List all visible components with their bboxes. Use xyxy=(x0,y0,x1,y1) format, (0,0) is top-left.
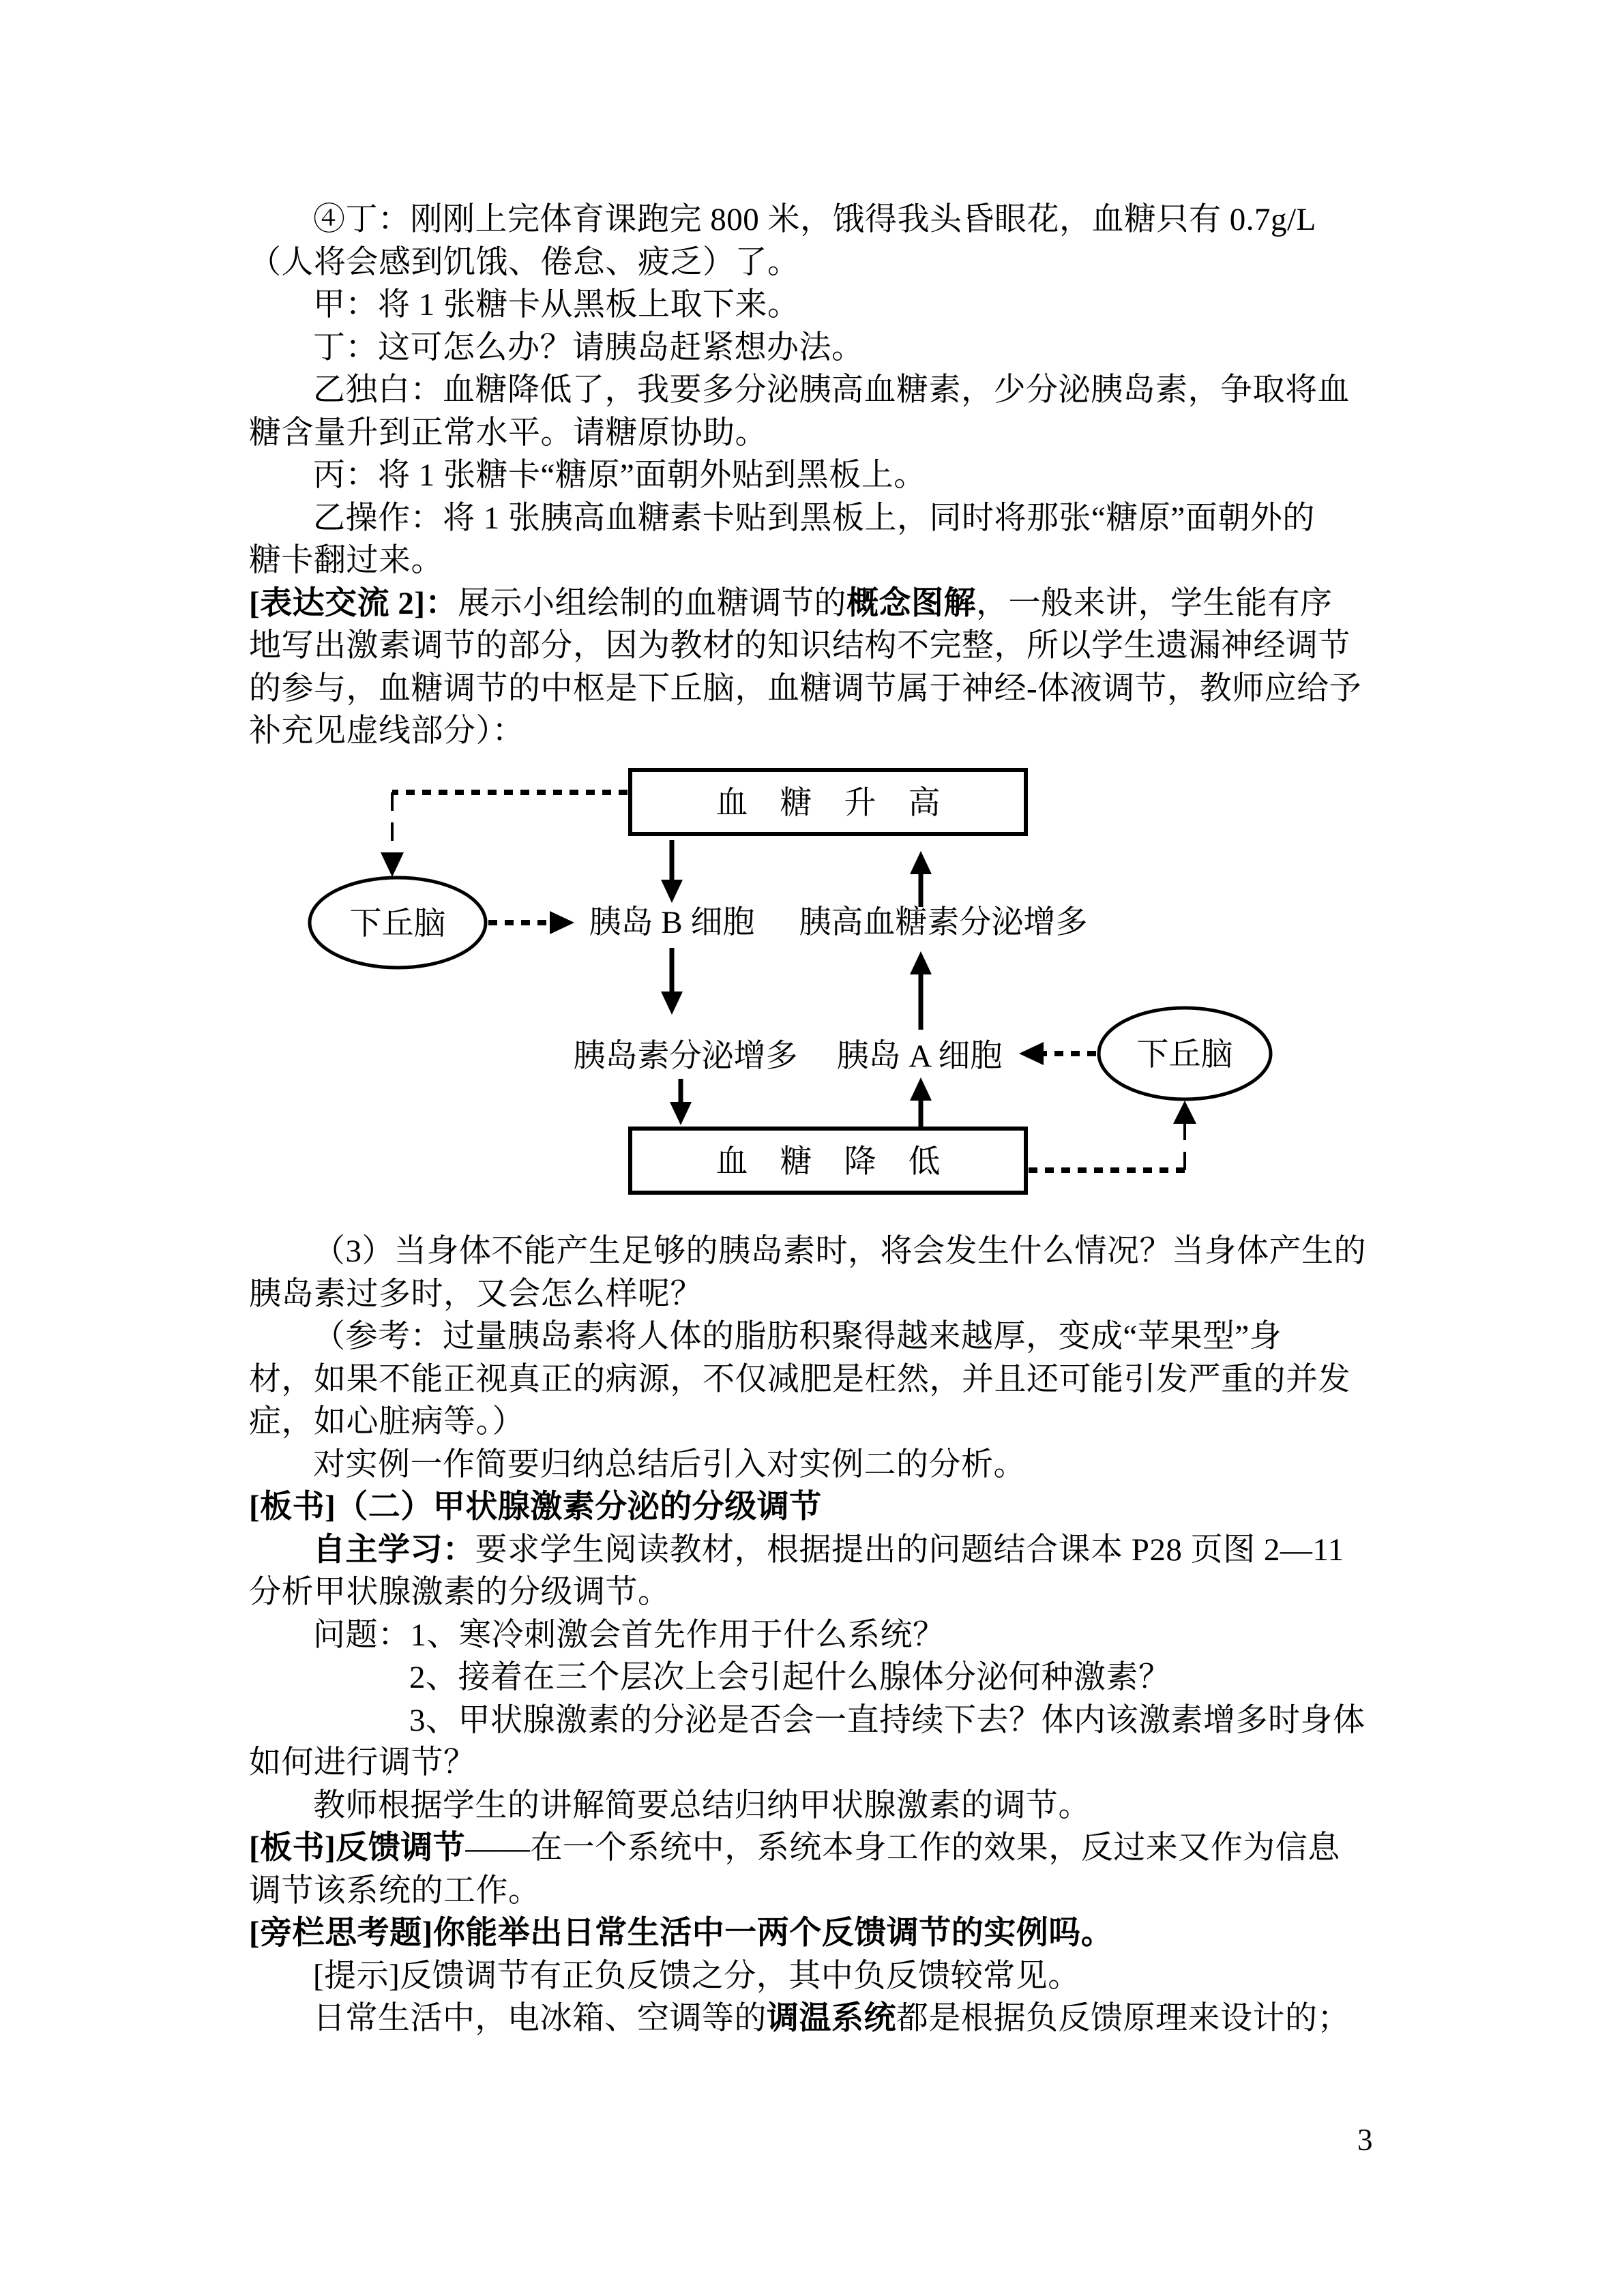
text-line xyxy=(249,412,1586,455)
text-segment: 问题：1、寒冷刺激会首先作用于什么系统？ xyxy=(313,1617,945,1653)
text-line xyxy=(249,454,1586,497)
paragraph-block-top xyxy=(249,198,1586,753)
text-segment: ——在一个系统中，系统本身工作的效果，反过来又作为信息 xyxy=(465,1830,1340,1866)
text-line xyxy=(249,668,1586,711)
text-segment: 乙独白：血糖降低了，我要多分泌胰高血糖素，少分泌胰岛素，争取将血 xyxy=(313,372,1350,408)
blood-sugar-regulation-diagram xyxy=(0,743,1624,1234)
text-line xyxy=(249,241,1586,284)
text-line xyxy=(249,1273,1586,1316)
text-line xyxy=(249,1870,1586,1913)
left-hypothalamus-label: 下丘脑 xyxy=(349,906,446,942)
text-segment: 丁：这可怎么办？请胰岛赶紧想办法。 xyxy=(313,329,864,366)
text-segment: 对实例一作简要归纳总结后引入对实例二的分析。 xyxy=(313,1446,1026,1482)
arrow-islet-a-to-glucagon-head xyxy=(910,951,932,974)
text-line xyxy=(249,625,1586,668)
arrow-topbox-to-islet-b-head xyxy=(661,880,683,903)
text-line xyxy=(249,1699,1586,1742)
text-segment: 都是根据负反馈原理来设计的； xyxy=(896,2001,1350,2036)
text-segment: ，一般来讲，学生能有序 xyxy=(976,585,1333,621)
bold-text-segment: 自主学习： xyxy=(313,1532,475,1568)
text-line xyxy=(249,1401,1586,1444)
arrow-insulin-to-bottombox-head xyxy=(670,1102,692,1125)
islet-a-cells-label: 胰岛 A 细胞 xyxy=(836,1039,1003,1074)
text-segment: 糖含量升到正常水平。请糖原协助。 xyxy=(249,415,767,451)
text-segment: 症，如心脏病等。） xyxy=(249,1404,525,1440)
text-segment: 地写出激素调节的部分，因为教材的知识结构不完整，所以学生遗漏神经调节 xyxy=(249,628,1350,664)
bold-text-segment: [板书]（二）甲状腺激素分泌的分级调节 xyxy=(249,1489,822,1525)
text-segment: 材，如果不能正视真正的病源，不仅减肥是枉然，并且还可能引发严重的并发 xyxy=(249,1361,1350,1397)
text-segment: 2、接着在三个层次上会引起什么腺体分泌何种激素？ xyxy=(409,1660,1171,1695)
bold-text-segment: [表达交流 2]： xyxy=(249,585,458,621)
text-line xyxy=(249,369,1586,412)
text-segment: 糖卡翻过来。 xyxy=(249,543,443,578)
bold-text-segment: 概念图解 xyxy=(846,585,977,621)
text-segment: 丙：将 1 张糖卡“糖原”面朝外贴到黑板上。 xyxy=(313,458,926,493)
bottom-box-label: 血 糖 降 低 xyxy=(715,1144,941,1180)
text-segment: 如何进行调节？ xyxy=(249,1745,476,1780)
text-segment: （参考：过量胰岛素将人体的脂肪积聚得越来越厚，变成“苹果型”身 xyxy=(313,1319,1282,1354)
text-segment: 日常生活中，电冰箱、空调等的 xyxy=(313,2001,767,2036)
text-segment: 甲：将 1 张糖卡从黑板上取下来。 xyxy=(313,287,800,323)
text-line xyxy=(249,1230,1586,1273)
bold-text-segment: 调温系统 xyxy=(767,2001,896,2036)
text-segment: （3）当身体不能产生足够的胰岛素时，将会发生什么情况？当身体产生的 xyxy=(313,1234,1366,1269)
text-line xyxy=(249,1912,1586,1955)
text-segment: ④丁：刚刚上完体育课跑完 800 米，饿得我头昏眼花，血糖只有 0.7g/L xyxy=(313,202,1316,237)
islet-b-cells-label: 胰岛 B 细胞 xyxy=(589,905,755,940)
text-line xyxy=(249,1529,1586,1572)
text-line xyxy=(249,1827,1586,1870)
text-segment: [提示]反馈调节有正负反馈之分，其中负反馈较常见。 xyxy=(313,1958,1080,1994)
text-line xyxy=(249,582,1586,625)
arrow-islet-b-to-insulin-head xyxy=(661,992,683,1015)
insulin-secretion-increase-label: 胰岛素分泌增多 xyxy=(573,1039,798,1074)
text-segment: 胰岛素过多时，又会怎么样呢？ xyxy=(249,1276,703,1312)
top-box-label: 血 糖 升 高 xyxy=(715,786,941,821)
text-line xyxy=(249,284,1586,327)
text-line xyxy=(249,1614,1586,1657)
text-line xyxy=(249,1742,1586,1785)
text-segment: 调节该系统的工作。 xyxy=(249,1873,541,1909)
paragraph-block-bottom xyxy=(249,1230,1586,2040)
glucagon-secretion-increase-label: 胰高血糖素分泌增多 xyxy=(799,905,1088,940)
text-line xyxy=(249,1571,1586,1614)
text-segment: 3、甲状腺激素的分泌是否会一直持续下去？体内该激素增多时身体 xyxy=(409,1702,1365,1738)
text-line xyxy=(249,1785,1586,1828)
right-hypothalamus-label: 下丘脑 xyxy=(1136,1037,1233,1073)
arrow-bottombox-to-islet-a-head xyxy=(910,1077,932,1101)
arrowhead-down-into-left-hypothalamus xyxy=(381,852,404,877)
arrowhead-up-into-right-hypothalamus xyxy=(1173,1101,1196,1124)
page-number: 3 xyxy=(1357,2123,1373,2157)
text-line xyxy=(249,1315,1586,1358)
text-segment: 要求学生阅读教材，根据提出的问题结合课本 P28 页图 2—11 xyxy=(475,1532,1344,1568)
text-segment: 的参与，血糖调节的中枢是下丘脑，血糖调节属于神经-体液调节，教师应给予 xyxy=(249,670,1362,706)
text-line xyxy=(249,1656,1586,1699)
bold-text-segment: [板书]反馈调节 xyxy=(249,1830,466,1866)
text-line xyxy=(249,1444,1586,1487)
text-line xyxy=(249,539,1586,582)
text-line xyxy=(249,198,1586,241)
text-line xyxy=(249,1358,1586,1401)
text-line xyxy=(249,1997,1586,2040)
arrowhead-right-to-islet-b xyxy=(550,911,574,934)
text-line xyxy=(249,1486,1586,1529)
bold-text-segment: [旁栏思考题]你能举出日常生活中一两个反馈调节的实例吗。 xyxy=(249,1915,1114,1951)
arrowhead-left-to-islet-a xyxy=(1019,1042,1044,1065)
text-segment: 展示小组绘制的血糖调节的 xyxy=(458,585,847,621)
text-segment: 乙操作：将 1 张胰高血糖素卡贴到黑板上，同时将那张“糖原”面朝外的 xyxy=(313,500,1315,536)
text-segment: 教师根据学生的讲解简要总结归纳甲状腺激素的调节。 xyxy=(313,1787,1091,1823)
arrow-glucagon-to-topbox-head xyxy=(910,851,932,874)
text-segment: 补充见虚线部分）： xyxy=(249,713,525,749)
text-line xyxy=(249,497,1586,540)
text-line xyxy=(249,1955,1586,1998)
text-segment: 分析甲状腺激素的分级调节。 xyxy=(249,1575,670,1610)
text-segment: （人将会感到饥饿、倦怠、疲乏）了。 xyxy=(249,244,800,280)
text-line xyxy=(249,327,1586,370)
